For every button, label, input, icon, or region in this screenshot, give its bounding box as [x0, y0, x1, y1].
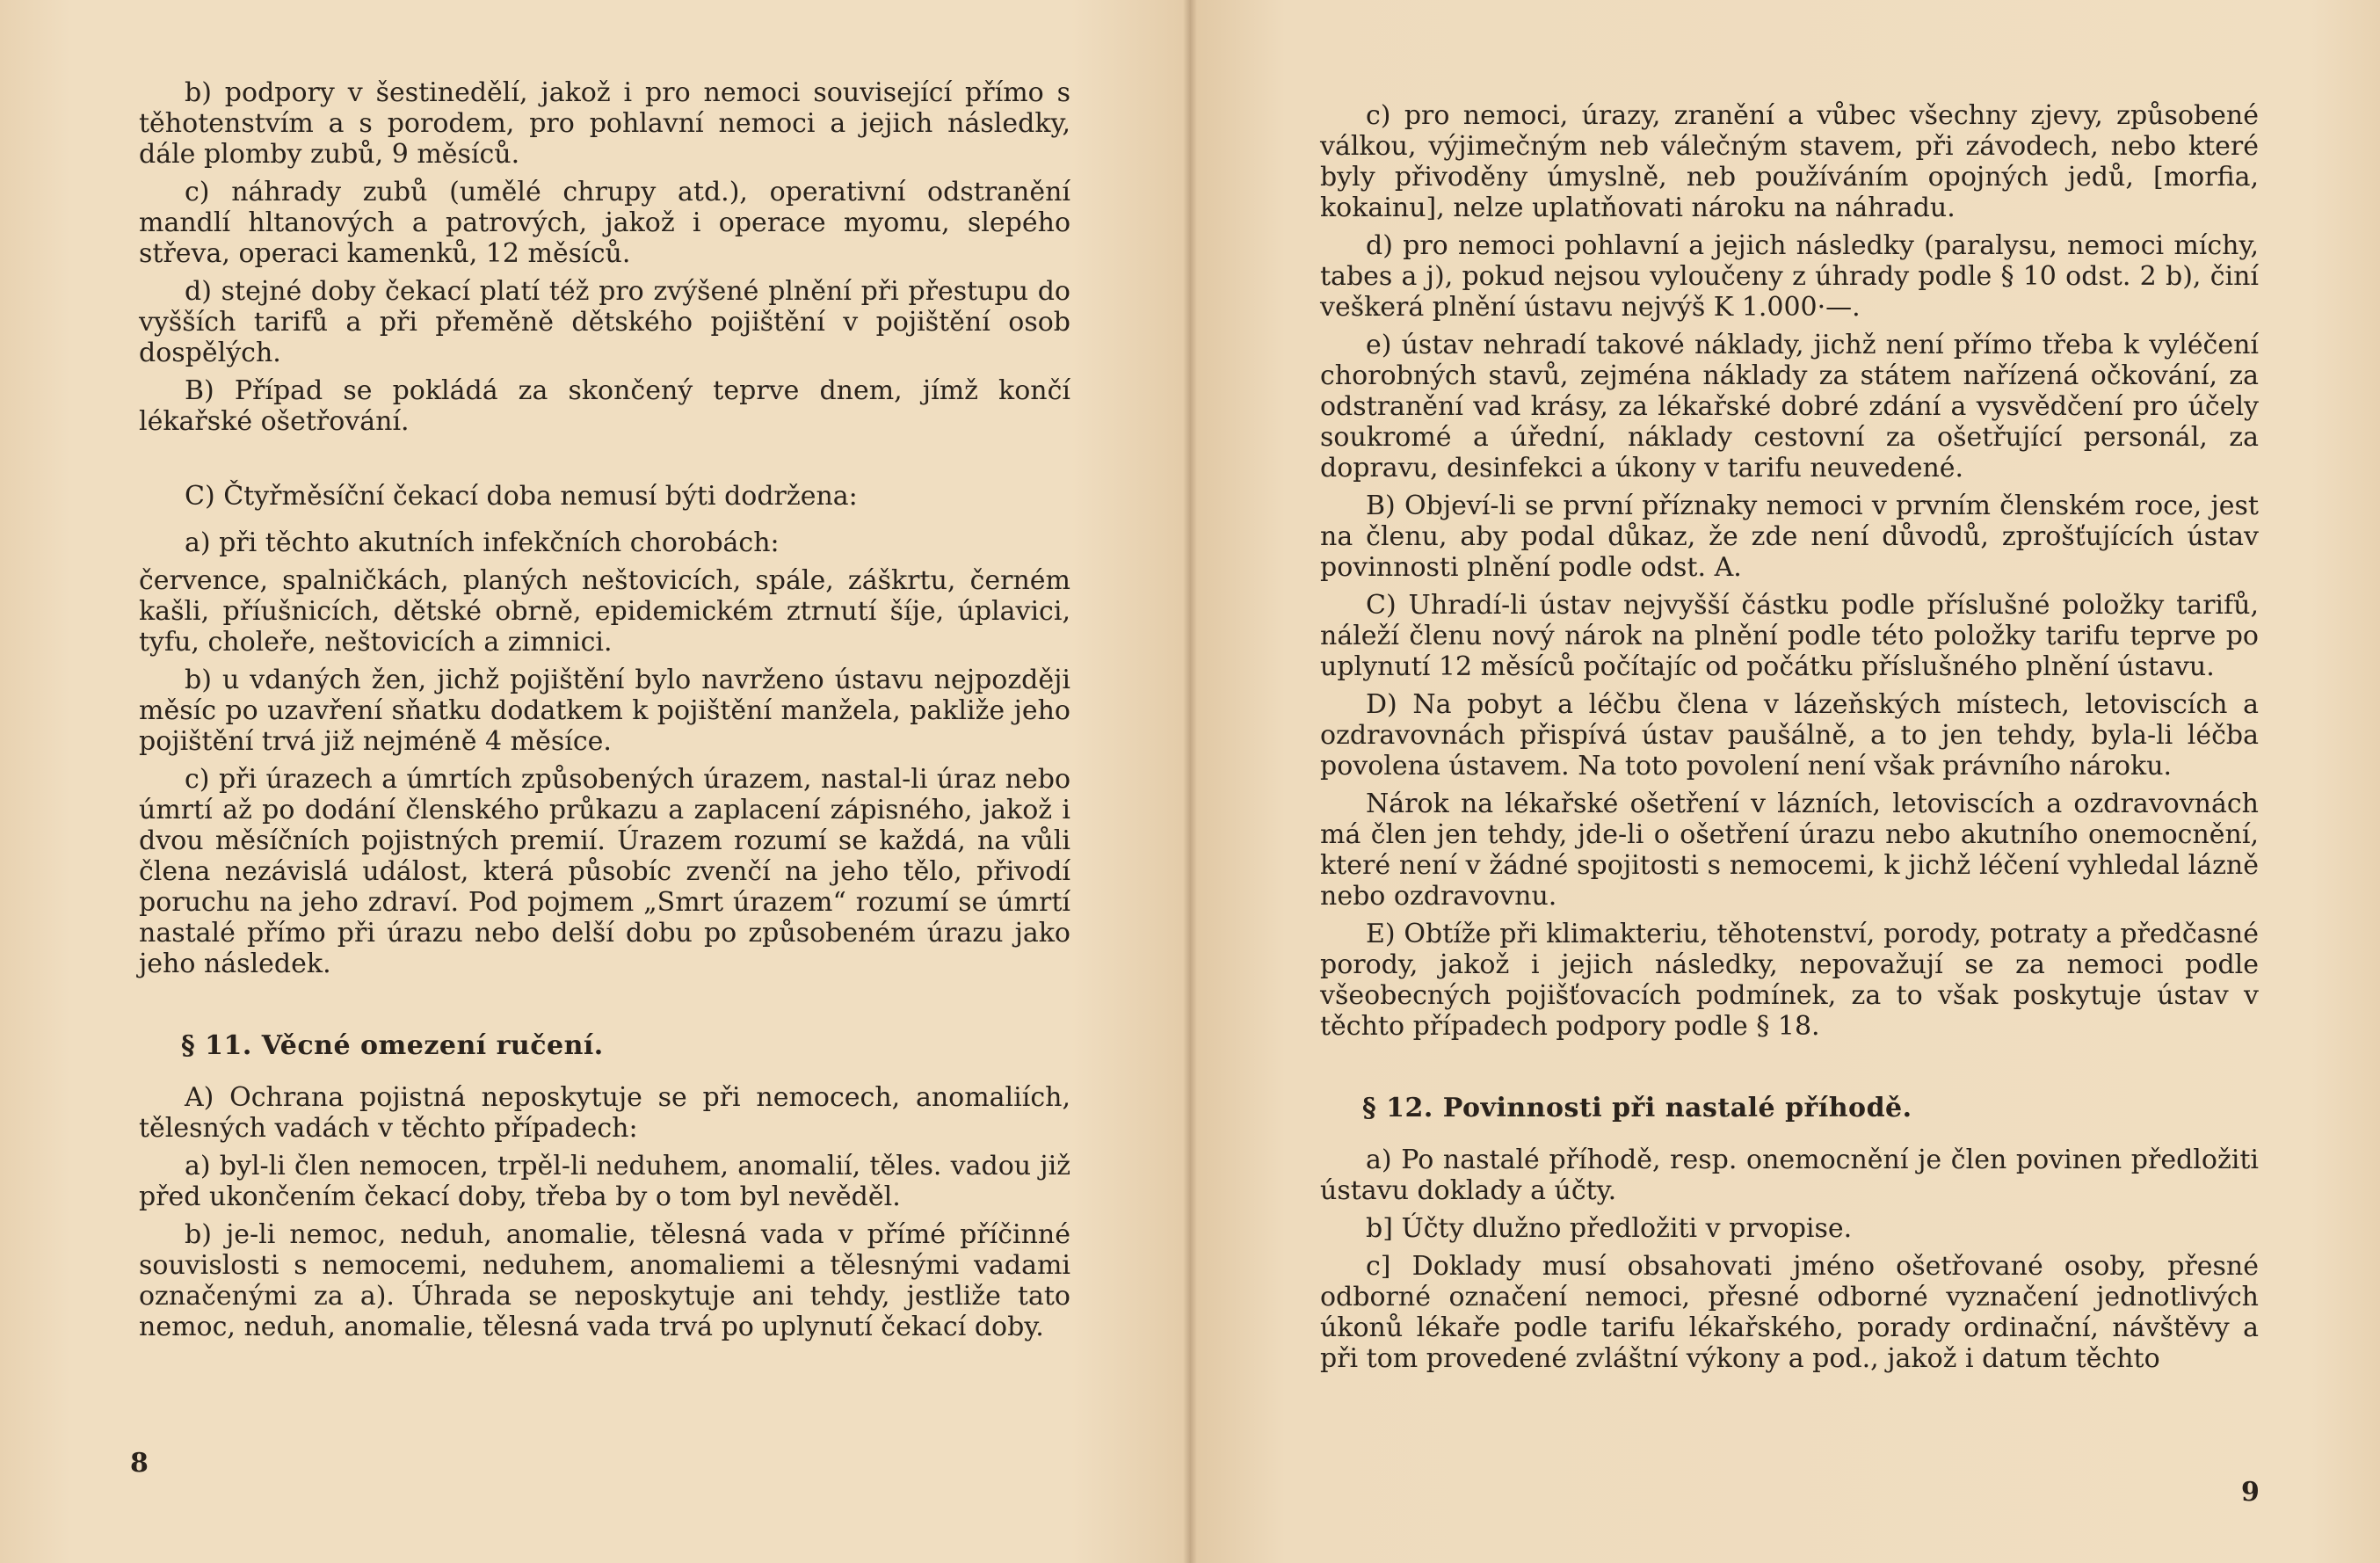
heading-section-11: § 11. Věcné omezení ručení.	[181, 1030, 604, 1061]
paragraph: b] Účty dlužno předložiti v prvopise.	[1366, 1213, 1853, 1244]
right-text-column	[1320, 100, 2259, 1381]
paragraph: E) Obtíže při klimakteriu, těhotenství, porody, potraty a předčasné porody, jakož i jejich následky, nepovažují se za nemoci podle všeobecných pojišťovacích podmínek, za to však poskytuje ústav v těchto případech podpory podle § 18.	[1320, 919, 2259, 1042]
paragraph: c) pro nemoci, úrazy, zranění a vůbec všechny zjevy, způsobené válkou, výjimečným neb válečným stavem, při závodech, nebo které byly přivoděny úmyslně, neb používáním opojných jedů, [morfia, kokainu], nelze uplatňovati nároku na náhradu.	[1320, 100, 2259, 223]
paragraph: b) je-li nemoc, neduh, anomalie, tělesná vada v přímé příčinné souvislosti s nemocemi, neduhem, anomaliemi a tělesnými vadami označenými za a). Úhrada se neposkytuje ani tehdy, jestliže tato nemoc, neduh, anomalie, tělesná vada trvá po uplynutí čekací doby.	[139, 1219, 1070, 1342]
book-gutter	[1183, 0, 1197, 1563]
paragraph: B) Případ se pokládá za skončený teprve dnem, jímž končí lékařské ošetřování.	[139, 375, 1070, 437]
page-number: 9	[2241, 1477, 2260, 1508]
paragraph: A) Ochrana pojistná neposkytuje se při nemocech, anomaliích, tělesných vadách v těchto případech:	[139, 1082, 1070, 1144]
section-c-b: b) u vdaných žen, jichž pojištění bylo navrženo ústavu nejpozději měsíc po uzavření sňatku dodatkem k pojištění manžela, pakliže jeho pojištění trvá již nejméně 4 měsíce.	[139, 665, 1070, 757]
section-c-a-list: července, spalničkách, planých neštovicích, spále, záškrtu, černém kašli, příušnicích, dětské obrně, epidemickém ztrnutí šíje, úplavici, tyfu, choleře, neštovicích a zimnici.	[139, 565, 1070, 658]
paragraph: d) stejné doby čekací platí též pro zvýšené plnění při přestupu do vyšších tarifů a při přeměně dětského pojištění v pojištění osob dospělých.	[139, 276, 1070, 368]
paragraph: C) Uhradí-li ústav nejvyšší částku podle příslušné položky tarifů, náleží členu nový nárok na plnění podle této položky tarifu teprve po uplynutí 12 měsíců počítajíc od počátku příslušného plnění ústavu.	[1320, 590, 2259, 682]
section-c-a-intro: a) při těchto akutních infekčních chorobách:	[185, 527, 780, 558]
paragraph: a) Po nastalé příhodě, resp. onemocnění je člen povinen předložiti ústavu doklady a účty.	[1320, 1145, 2259, 1206]
heading-section-12: § 12. Povinnosti při nastalé příhodě.	[1362, 1093, 1912, 1123]
section-c-c: c) při úrazech a úmrtích způsobených úrazem, nastal-li úraz nebo úmrtí až po dodání členského průkazu a zaplacení zápisného, jakož i dvou měsíčních pojistných premií. Úrazem rozumí se každá, na vůli člena nezávislá událost, která působíc zvenčí na jeho tělo, přivodí poruchu na jeho zdraví. Pod pojmem „Smrt úrazem“ rozumí se úmrtí nastalé přímo při úrazu nebo delší dobu po způsobeném úrazu jako jeho následek.	[139, 764, 1070, 979]
paragraph: d) pro nemoci pohlavní a jejich následky (paralysu, nemoci míchy, tabes a j), pokud nejsou vyloučeny z úhrady podle § 10 odst. 2 b), činí veškerá plnění ústavu nejvýš K 1.000·—.	[1320, 230, 2259, 323]
paragraph: c) náhrady zubů (umělé chrupy atd.), operativní odstranění mandlí hltanových a patrových, jakož i operace myomu, slepého střeva, operaci kamenků, 12 měsíců.	[139, 177, 1070, 269]
page-number: 8	[130, 1448, 149, 1479]
section-c-title: C) Čtyřměsíční čekací doba nemusí býti dodržena:	[185, 481, 858, 512]
right-page	[1190, 0, 2380, 1563]
paragraph: B) Objeví-li se první příznaky nemoci v prvním členském roce, jest na členu, aby podal důkaz, že zde není důvodů, zprošťujících ústav povinnosti plnění podle odst. A.	[1320, 491, 2259, 583]
paragraph: Nárok na lékařské ošetření v lázních, letoviscích a ozdravovnách má člen jen tehdy, jde-li o ošetření úrazu nebo akutního onemocnění, které není v žádné spojitosti s nemocemi, k jichž léčení vyhledal lázně nebo ozdravovnu.	[1320, 789, 2259, 912]
paragraph: D) Na pobyt a léčbu člena v lázeňských místech, letoviscích a ozdravovnách přispívá ústav paušálně, a to jen tehdy, byla-li léčba povolena ústavem. Na toto povolení není však právního nároku.	[1320, 689, 2259, 782]
left-text-column	[139, 77, 1070, 1349]
paragraph: c] Doklady musí obsahovati jméno ošetřované osoby, přesné odborné označení nemoci, přesné odborné vyznačení jednotlivých úkonů lékaře podle tarifu lékařského, porady ordinační, návštěvy a při tom provedené zvláštní výkony a pod., jakož i datum těchto	[1320, 1251, 2259, 1374]
paragraph: b) podpory v šestinedělí, jakož i pro nemoci související přímo s těhotenstvím a s porodem, pro pohlavní nemoci a jejich následky, dále plomby zubů, 9 měsíců.	[139, 77, 1070, 170]
paragraph: a) byl-li člen nemocen, trpěl-li neduhem, anomalií, těles. vadou již před ukončením čekací doby, třeba by o tom byl nevěděl.	[139, 1151, 1070, 1212]
paragraph: e) ústav nehradí takové náklady, jichž není přímo třeba k vyléčení chorobných stavů, zejména náklady za státem nařízená očkování, za odstranění vad krásy, za lékařské dobré zdání a vysvědčení pro účely soukromé a úřední, náklady cestovní za ošetřující personál, za dopravu, desinfekci a úkony v tarifu neuvedené.	[1320, 330, 2259, 483]
